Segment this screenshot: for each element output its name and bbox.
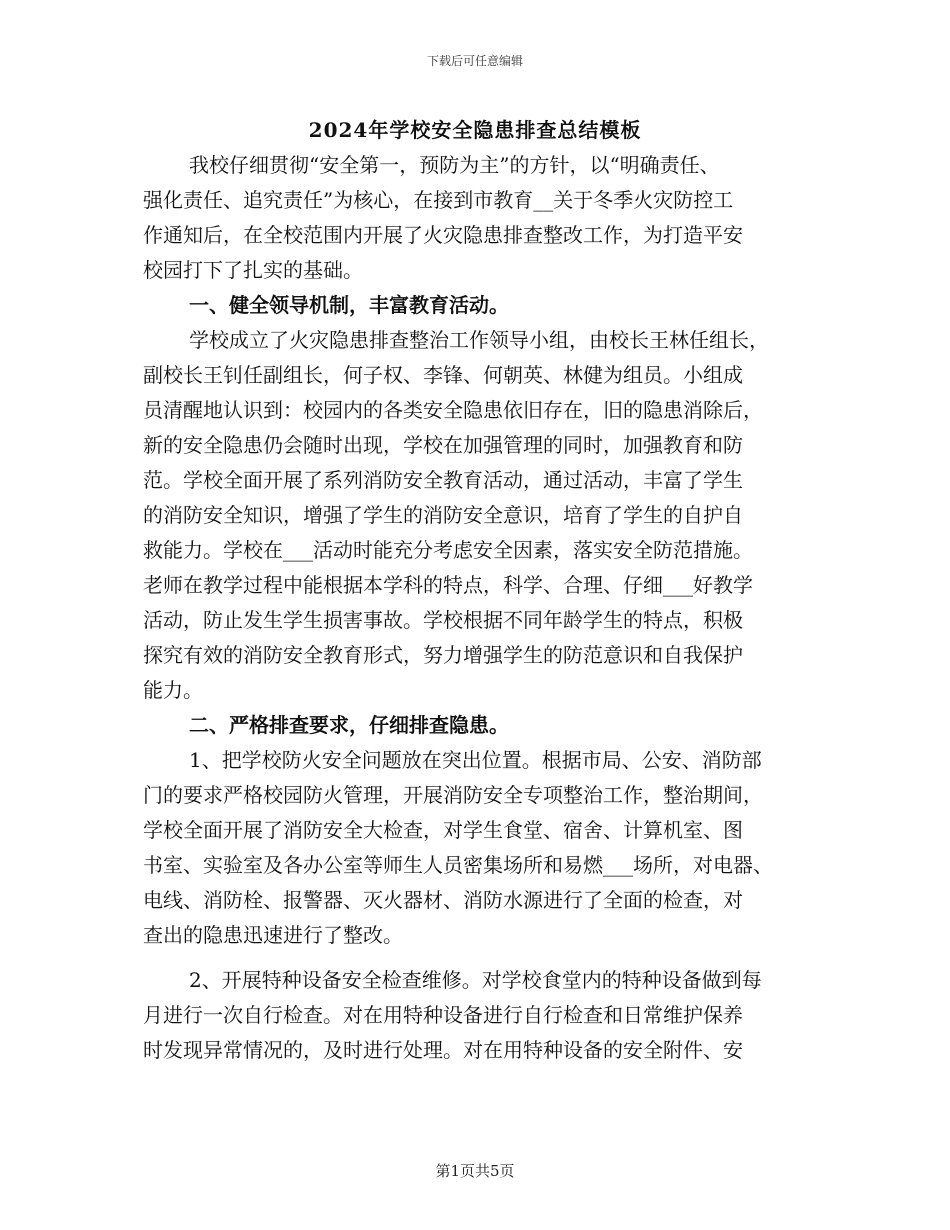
header-note: 下载后可任意编辑: [426, 54, 523, 68]
text-line: 救能力。学校在___活动时能充分考虑安全因素，落实安全防范措施。: [143, 538, 753, 562]
text-line: 活动，防止发生学生损害事故。学校根据不同年龄学生的特点，积极: [143, 608, 743, 632]
text-line: 校园打下了扎实的基础。: [143, 258, 363, 282]
text-line: 门的要求严格校园防火管理，开展消防安全专项整治工作，整治期间，: [143, 783, 763, 807]
text-line: 书室、实验室及各办公室等师生人员密集场所和易燃___场所，对电器、: [143, 853, 773, 877]
text-line: 学校成立了火灾隐患排查整治工作领导小组，由校长王林任组长，: [189, 328, 769, 352]
text-line: 查出的隐患迅速进行了整改。: [143, 923, 403, 947]
text-line: 2、开展特种设备安全检查维修。对学校食堂内的特种设备做到每: [189, 968, 762, 992]
text-line: 学校全面开展了消防安全大检查，对学生食堂、宿舍、计算机室、图: [143, 818, 743, 842]
text-line: 作通知后，在全校范围内开展了火灾隐患排查整改工作，为打造平安: [143, 223, 743, 247]
text-line: 范。学校全面开展了系列消防安全教育活动，通过活动，丰富了学生: [143, 468, 743, 492]
document-body: [143, 148, 823, 1068]
text-line: 的消防安全知识，增强了学生的消防安全意识，培育了学生的自护自: [143, 503, 743, 527]
text-line: 探究有效的消防安全教育形式，努力增强学生的防范意识和自我保护: [143, 643, 743, 667]
page-footer: 第1页共5页: [435, 1162, 515, 1180]
document-title: 2024年学校安全隐患排查总结模板: [308, 118, 642, 142]
text-line: 月进行一次自行检查。对在用特种设备进行自行检查和日常维护保养: [143, 1003, 743, 1027]
text-line: 副校长王钊任副组长，何子权、李锋、何朝英、林健为组员。小组成: [143, 363, 743, 387]
text-line: 员清醒地认识到：校园内的各类安全隐患依旧存在，旧的隐患消除后，: [143, 398, 763, 422]
section-heading-1: 一、健全领导机制，丰富教育活动。: [189, 293, 509, 317]
text-line: 1、把学校防火安全问题放在突出位置。根据市局、公安、消防部: [189, 748, 762, 772]
text-line: 强化责任、追究责任”为核心，在接到市教育__关于冬季火灾防控工: [143, 188, 734, 212]
text-line: 我校仔细贯彻“安全第一，预防为主”的方针，以“明确责任、: [189, 153, 720, 177]
section-heading-2: 二、严格排查要求，仔细排查隐患。: [189, 713, 509, 737]
text-line: 能力。: [143, 678, 203, 702]
text-line: 电线、消防栓、报警器、灭火器材、消防水源进行了全面的检查，对: [143, 888, 743, 912]
text-line: 时发现异常情况的，及时进行处理。对在用特种设备的安全附件、安: [143, 1038, 743, 1062]
text-line: 新的安全隐患仍会随时出现，学校在加强管理的同时，加强教育和防: [143, 433, 743, 457]
text-line: 老师在教学过程中能根据本学科的特点，科学、合理、仔细___好教学: [143, 573, 753, 597]
